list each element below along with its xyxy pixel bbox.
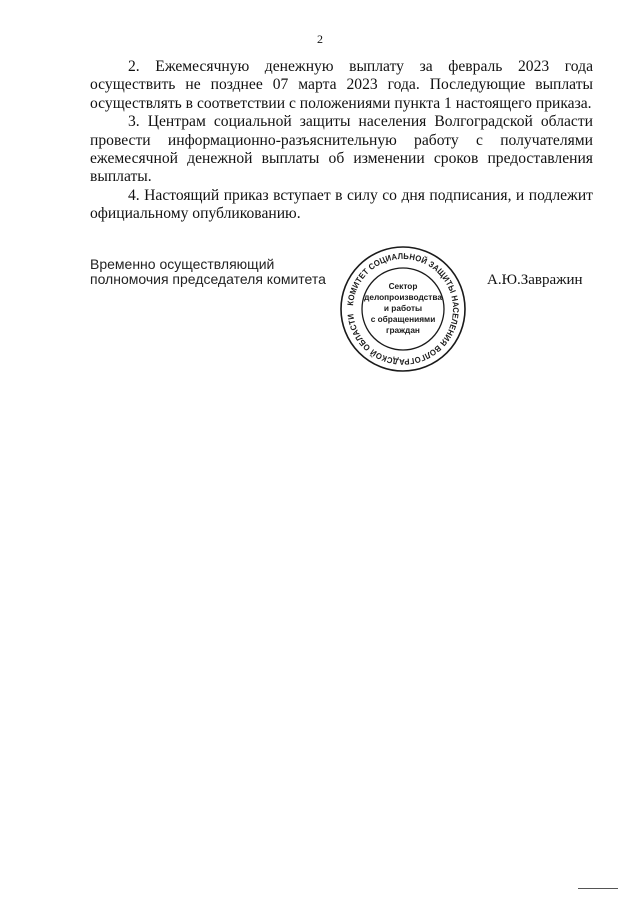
paragraph-2: 2. Ежемесячную денежную выплату за февраль 2023 года осуществить не позднее 07 марта 2023 года. Последующие выплаты осуществлять в соответствии с положениями пункта 1 настоящего приказа. <box>90 58 593 112</box>
stamp-ring-text: КОМИТЕТ СОЦИАЛЬНОЙ ЗАЩИТЫ НАСЕЛЕНИЯ ВОЛГОГРАДСКОЙ ОБЛАСТИ <box>345 250 462 368</box>
stamp-center-line-2: делопроизводства <box>364 292 442 302</box>
stamp-center-line-5: граждан <box>386 325 420 335</box>
paragraph-3: 3. Центрам социальной защиты населения Волгоградской области провести информационно-разъяснительную работу с получателями ежемесячной денежной выплаты об изменении сроков предоставления выплаты. <box>90 113 593 186</box>
signer-title-line-2: полномочия председателя комитета <box>90 271 326 287</box>
paragraph-4: 4. Настоящий приказ вступает в силу со дня подписания, и подлежит официальному опубликованию. <box>90 186 593 223</box>
stamp-center-line-3: и работы <box>383 303 423 313</box>
signer-title-line-1: Временно осуществляющий <box>90 256 275 272</box>
page-number: 2 <box>317 32 323 46</box>
signer-title <box>90 257 340 287</box>
stamp-center-line-4: с обращениями <box>370 314 436 324</box>
scan-edge-line <box>578 888 618 889</box>
signer-name: А.Ю.Завражин <box>487 272 583 288</box>
official-stamp <box>338 244 468 374</box>
stamp-center-line-1: Сектор <box>388 281 418 291</box>
document-body <box>90 58 593 224</box>
